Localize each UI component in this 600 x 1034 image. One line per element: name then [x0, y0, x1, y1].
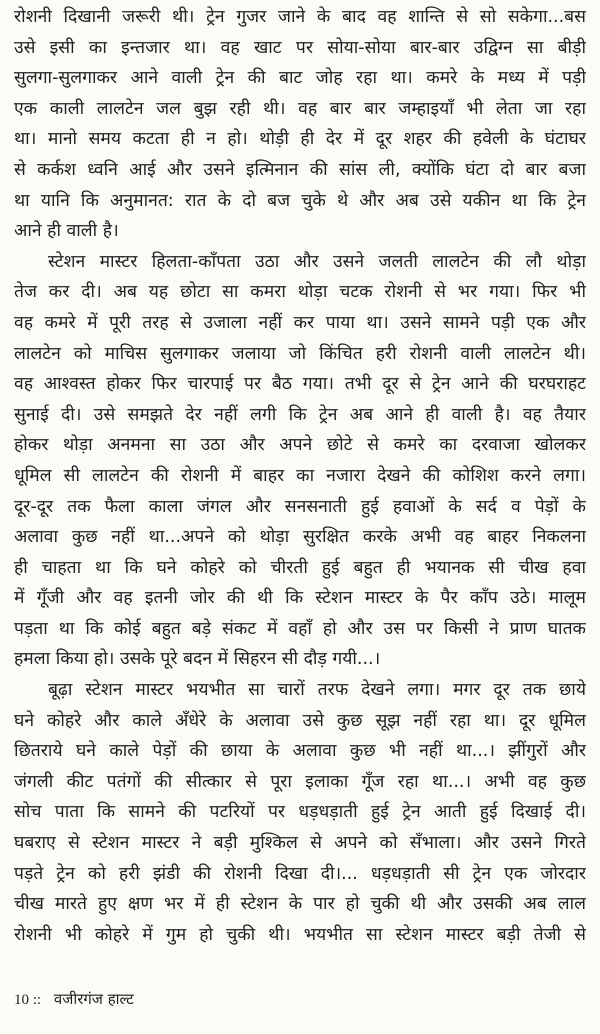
text-line: सुनाई दी। उसे समझते देर नहीं लगी कि ट्रेन अब आने ही वाली है। वह तैयार	[14, 404, 586, 425]
text-line: से कर्कश ध्वनि आई और उसने इत्मिनान की सांस ली, क्योंकि घंटा दो बार बजा	[14, 159, 586, 180]
text-line: था यानि कि अनुमानत: रात के दो बज चुके थे और अब उसे यकीन था कि ट्रेन	[14, 190, 586, 211]
text-line: वह कमरे में पूरी तरह से उजाला नहीं कर पाया था। उसने सामने पड़ी एक और	[14, 312, 586, 333]
text-line: घबराए से स्टेशन मास्टर ने बड़ी मुश्किल से अपने को सँभाला। और उसने गिरते	[14, 833, 586, 854]
page-body	[14, 2, 586, 950]
text-line: था। मानो समय कटता ही न हो। थोड़ी ही देर में दूर शहर की हवेली के घंटाघर	[14, 129, 586, 150]
text-line: तेज कर दी। अब यह छोटा सा कमरा थोड़ा चटक रोशनी से भर गया। फिर भी	[14, 282, 586, 303]
page-number: 10 ::	[14, 992, 42, 1008]
text-line: जंगली कीट पतंगों की सीत्कार से पूरा इलाका गूँज रहा था...। अभी वह कुछ	[14, 771, 586, 792]
book-title: वजीरगंज हाल्ट	[53, 990, 134, 1008]
text-line: अलावा कुछ नहीं था...अपने को थोड़ा सुरक्षित करके अभी वह बाहर निकलना	[14, 527, 586, 548]
text-line: हमला किया हो। उसके पूरे बदन में सिहरन सी दौड़ गयी...।	[14, 649, 381, 670]
text-line: धूमिल सी लालटेन की रोशनी में बाहर का नजारा देखने की कोशिश करने लगा।	[14, 465, 586, 486]
text-line: स्टेशन मास्टर हिलता-काँपता उठा और उसने जलती लालटेन की लौ थोड़ा	[48, 251, 586, 272]
text-line: ही चाहता था कि घने कोहरे को चीरती हुई बहुत ही भयानक सी चीख हवा	[14, 557, 586, 578]
text-line: सोच पाता कि सामने की पटरियों पर धड़धड़ाती हुई ट्रेन आती हुई दिखाई दी।	[14, 802, 586, 823]
text-line: में गूँजी और वह इतनी जोर की थी कि स्टेशन मास्टर के पैर काँप उठे। मालूम	[14, 588, 586, 609]
text-line: होकर थोड़ा अनमना सा उठा और अपने छोटे से कमरे का दरवाजा खोलकर	[14, 435, 586, 456]
text-line: रोशनी दिखानी जरूरी थी। ट्रेन गुजर जाने के बाद वह शान्ति से सो सकेगा...बस	[14, 7, 586, 27]
paragraph	[14, 2, 586, 247]
page-footer	[14, 988, 134, 1011]
text-line: छितराये घने काले पेड़ों की छाया के अलावा कुछ भी नहीं था...। झींगुरों और	[14, 741, 586, 762]
text-line: दूर-दूर तक फैला काला जंगल और सनसनाती हुई हवाओं के सर्द व पेड़ों के	[14, 496, 586, 517]
text-line: वह आश्वस्त होकर फिर चारपाई पर बैठ गया। तभी दूर से ट्रेन आने की घरघराहट	[14, 374, 586, 395]
text-line: लालटेन को माचिस सुलगाकर जलाया जो किंचित हरी रोशनी वाली लालटेन थी।	[14, 343, 586, 364]
text-line: पड़ता था कि कोई बहुत बड़े संकट में वहाँ हो और उस पर किसी ने प्राण घातक	[14, 618, 586, 639]
text-line: चीख मारते हुए क्षण भर में ही स्टेशन के पार हो चुकी थी और उसकी अब लाल	[14, 894, 586, 915]
text-line: आने ही वाली है।	[14, 221, 119, 242]
text-line: एक काली लालटेन जल बुझ रही थी। वह बार बार जम्हाइयाँ भी लेता जा रहा	[14, 98, 586, 119]
text-line: उसे इसी का इन्तजार था। वह खाट पर सोया-सोया बार-बार उद्विग्न सा बीड़ी	[14, 37, 586, 58]
paragraph	[14, 675, 586, 950]
text-line: रोशनी भी कोहरे में गुम हो चुकी थी। भयभीत सा स्टेशन मास्टर बड़ी तेजी से	[14, 924, 586, 945]
text-line: घने कोहरे और काले अँधेरे के अलावा उसे कुछ सूझ नहीं रहा था। दूर धूमिल	[14, 710, 586, 731]
text-line: पड़ते ट्रेन को हरी झंडी की रोशनी दिखा दी।... धड़धड़ाती सी ट्रेन एक जोरदार	[14, 863, 586, 884]
paragraph	[14, 247, 586, 675]
text-line: सुलगा-सुलगाकर आने वाली ट्रेन की बाट जोह रहा था। कमरे के मध्य में पड़ी	[14, 68, 586, 89]
text-line: बूढ़ा स्टेशन मास्टर भयभीत सा चारों तरफ देखने लगा। मगर दूर तक छाये	[48, 680, 586, 701]
